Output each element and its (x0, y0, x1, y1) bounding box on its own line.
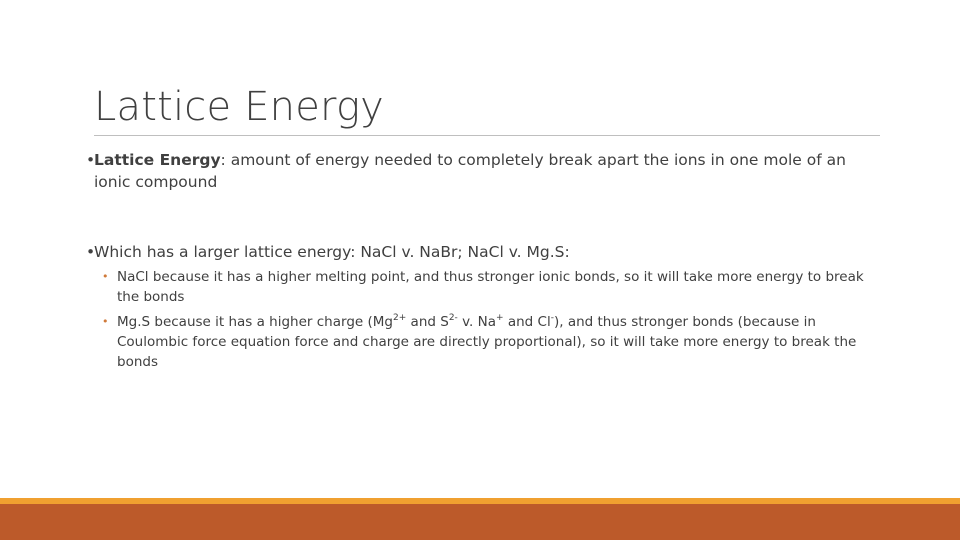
sub-bullet-icon: • (102, 315, 109, 328)
bullet-icon: • (86, 151, 96, 169)
superscript: 2+ (392, 313, 407, 323)
superscript: 2- (448, 313, 458, 323)
superscript: - (550, 313, 554, 323)
bullet-point-definition (86, 149, 876, 193)
sub-bullet-nacl (102, 267, 882, 307)
bullet-point-question (86, 241, 876, 263)
bullet-icon: • (86, 243, 96, 261)
text-segment: and S (406, 314, 449, 330)
footer-bar (0, 504, 960, 540)
sub-bullet-icon: • (102, 270, 109, 283)
definition-text: : amount of energy needed to completely break apart the ions in one mole of an ionic compound (94, 151, 846, 191)
slide-title: Lattice Energy (94, 84, 385, 130)
text-segment: Mg.S because it has a higher charge (Mg (117, 314, 393, 330)
question-text: Which has a larger lattice energy: NaCl v. NaBr; NaCl v. Mg.S: (94, 243, 570, 261)
term-label: Lattice Energy (94, 151, 221, 169)
title-divider (94, 135, 880, 136)
sub-bullet-text (117, 312, 882, 372)
sub-bullet-mgs (102, 312, 882, 372)
text-segment: ), and thus stronger bonds (because in Coulombic force equation force and charge are directly proportional), so it will take more energy to break the bonds (117, 314, 857, 370)
sub-bullet-text: NaCl because it has a higher melting point, and thus stronger ionic bonds, so it will take more energy to break the bonds (117, 269, 864, 305)
text-segment: and Cl (503, 314, 551, 330)
text-segment: v. Na (457, 314, 496, 330)
superscript: + (496, 313, 504, 323)
bullet-text (94, 149, 876, 193)
